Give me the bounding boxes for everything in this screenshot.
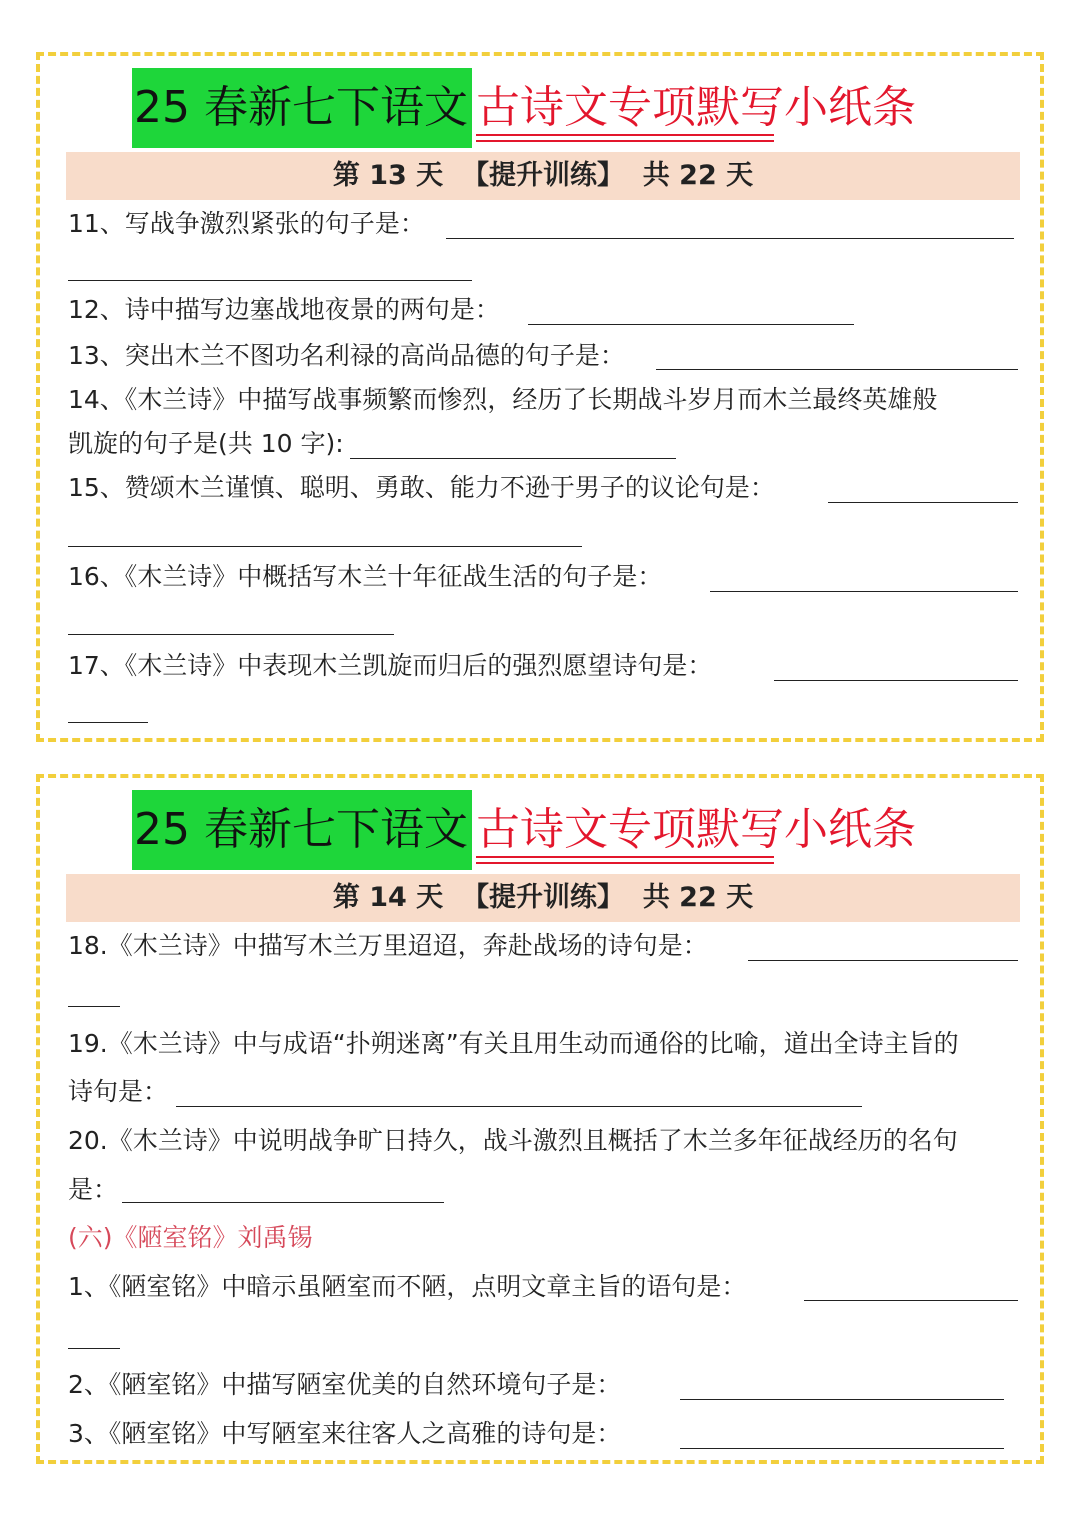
answer-blank[interactable] [828,502,1018,503]
title-underline [476,856,774,858]
answer-blank[interactable] [680,1399,1004,1400]
question-17: 17、《木兰诗》中表现木兰凯旋而归后的强烈愿望诗句是： [68,651,713,680]
question-14-continued: 凯旋的句子是(共 10 字): [68,429,344,458]
question-16: 16、《木兰诗》中概括写木兰十年征战生活的句子是： [68,562,663,591]
answer-blank[interactable] [68,1006,120,1007]
title-topic-text: 古诗文专项默写小纸条 [475,82,916,133]
answer-blank[interactable] [528,324,854,325]
title-topic-label [472,790,916,870]
answer-blank[interactable] [68,634,394,635]
question-15: 15、赞颂木兰谨慎、聪明、勇敢、能力不逊于男子的议论句是： [68,473,775,502]
question-12: 12、诗中描写边塞战地夜景的两句是： [68,295,500,324]
answer-blank[interactable] [122,1202,444,1203]
day-banner: 第 14 天 【提升训练】 共 22 天 [66,874,1020,922]
answer-blank[interactable] [774,680,1018,681]
answer-blank[interactable] [748,960,1018,961]
question-19: 19.《木兰诗》中与成语“扑朔迷离”有关且用生动而通俗的比喻，道出全诗主旨的 [68,1029,959,1058]
title-topic-label [472,68,916,148]
answer-blank[interactable] [350,458,676,459]
answer-blank[interactable] [68,722,148,723]
card-title [132,790,916,870]
question-14: 14、《木兰诗》中描写战事频繁而惨烈，经历了长期战斗岁月而木兰最终英雄般 [68,385,938,414]
title-underline [476,862,774,864]
worksheet-card-day-13 [36,52,1044,742]
question-20: 20.《木兰诗》中说明战争旷日持久，战斗激烈且概括了木兰多年征战经历的名句 [68,1126,958,1155]
title-grade-label: 25 春新七下语文 [132,68,472,148]
answer-blank[interactable] [656,369,1018,370]
title-grade-label: 25 春新七下语文 [132,790,472,870]
question-13: 13、突出木兰不图功名利禄的高尚品德的句子是： [68,341,625,370]
answer-blank[interactable] [804,1300,1018,1301]
question-18: 18.《木兰诗》中描写木兰万里迢迢，奔赴战场的诗句是： [68,931,708,960]
section-heading-loushiming: (六)《陋室铭》刘禹锡 [68,1223,313,1252]
day-banner: 第 13 天 【提升训练】 共 22 天 [66,152,1020,200]
question-loushiming-1: 1、《陋室铭》中暗示虽陋室而不陋，点明文章主旨的语句是： [68,1272,747,1301]
title-underline [476,140,774,142]
question-19-continued: 诗句是： [68,1077,169,1106]
question-11: 11、写战争激烈紧张的句子是： [68,209,425,238]
worksheet-card-day-14 [36,774,1044,1464]
question-loushiming-3: 3、《陋室铭》中写陋室来往客人之高雅的诗句是： [68,1419,622,1448]
answer-blank[interactable] [446,238,1014,239]
title-underline [476,134,774,136]
question-20-continued: 是： [68,1175,119,1204]
answer-blank[interactable] [68,1348,120,1349]
answer-blank[interactable] [710,591,1018,592]
answer-blank[interactable] [680,1448,1004,1449]
question-loushiming-2: 2、《陋室铭》中描写陋室优美的自然环境句子是： [68,1370,622,1399]
answer-blank[interactable] [176,1106,862,1107]
card-title [132,68,916,148]
answer-blank[interactable] [68,280,472,281]
title-topic-text: 古诗文专项默写小纸条 [475,804,916,855]
answer-blank[interactable] [68,546,582,547]
